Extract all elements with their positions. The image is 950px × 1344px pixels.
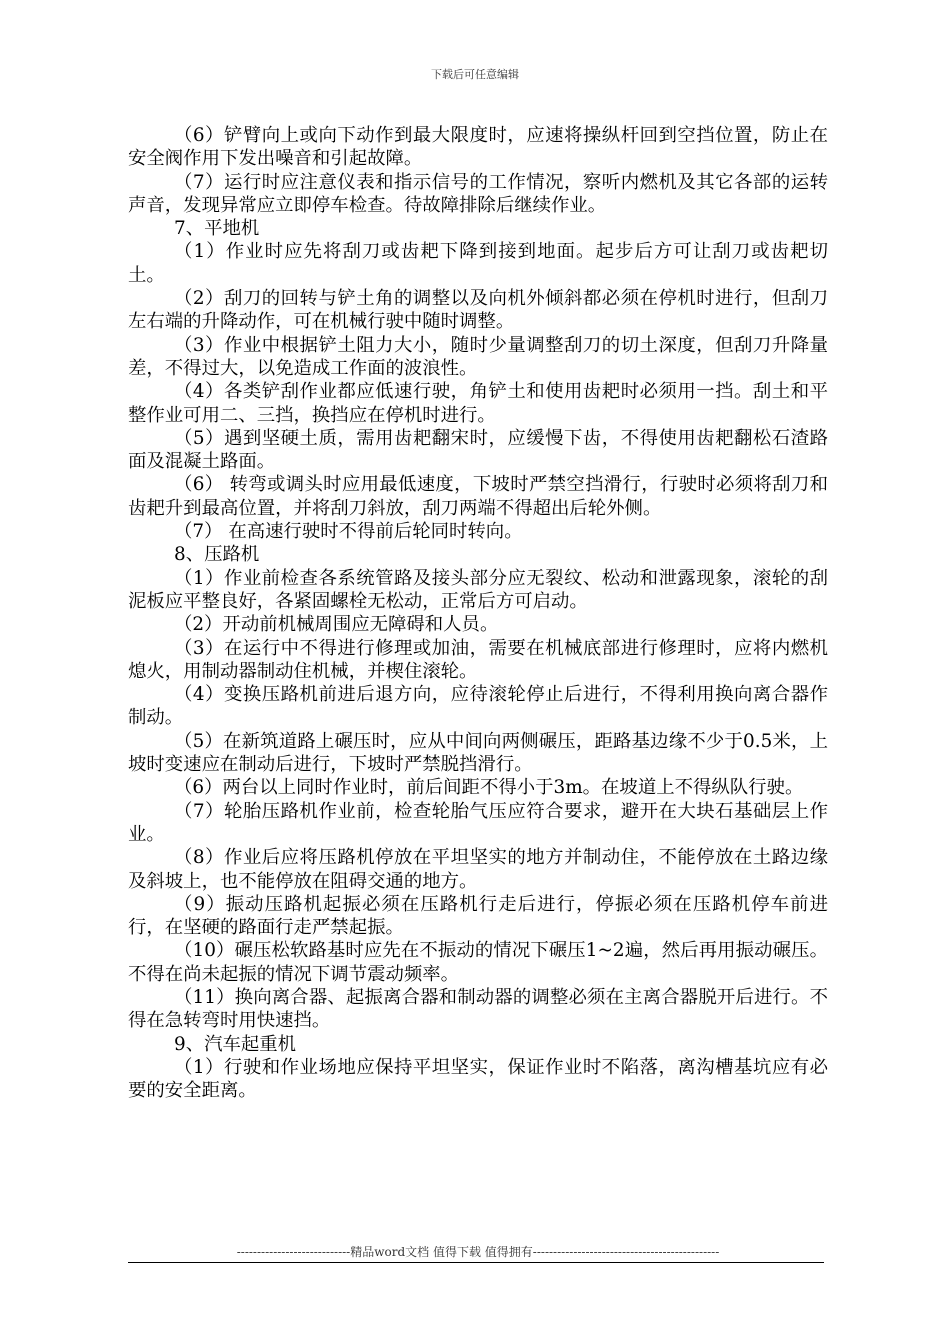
paragraph: （5）在新筑道路上碾压时，应从中间向两侧碾压，距路基边缘不少于0.5米，上坡时变速应在制动后进行，下坡时严禁脱挡滑行。 (128, 730, 828, 776)
paragraph: （6）铲臂向上或向下动作到最大限度时，应速将操纵杆回到空挡位置，防止在安全阀作用下发出噪音和引起故障。 (128, 125, 828, 170)
section-heading: 8、压路机 (174, 544, 260, 566)
paragraph: （1）作业前检查各系统管路及接头部分应无裂纹、松动和泄露现象，滚轮的刮泥板应平整良好，各紧固螺栓无松动，正常后方可启动。 (128, 567, 828, 612)
paragraph: （1）作业时应先将刮刀或齿耙下降到接到地面。起步后方可让刮刀或齿耙切土。 (128, 241, 828, 286)
paragraph: （11）换向离合器、起振离合器和制动器的调整必须在主离合器脱开后进行。不得在急转弯时用快速挡。 (128, 986, 828, 1032)
paragraph: （6） 转弯或调头时应用最低速度，下坡时严禁空挡滑行，行驶时必须将刮刀和齿耙升到最高位置，并将刮刀斜放，刮刀两端不得超出后轮外侧。 (128, 474, 828, 519)
paragraph: （2）刮刀的回转与铲土角的调整以及向机外倾斜都必须在停机时进行，但刮刀左右端的升降动作，可在机械行驶中随时调整。 (128, 288, 828, 333)
section-heading: 7、平地机 (174, 218, 260, 240)
paragraph: （7） 在高速行驶时不得前后轮同时转向。 (174, 521, 523, 543)
paragraph: （4）各类铲刮作业都应低速行驶，角铲土和使用齿耙时必须用一挡。刮土和平整作业可用二、三挡，换挡应在停机时进行。 (128, 381, 828, 426)
paragraph: （7）运行时应注意仪表和指示信号的工作情况，察听内燃机及其它各部的运转声音，发现异常应立即停车检查。待故障排除后继续作业。 (128, 171, 828, 216)
paragraph: （5）遇到坚硬土质，需用齿耙翻宋时，应缓慢下齿，不得使用齿耙翻松石渣路面及混凝土路面。 (128, 427, 828, 473)
paragraph: （3）在运行中不得进行修理或加油，需要在机械底部进行修理时，应将内燃机熄火，用制动器制动住机械，并楔住滚轮。 (128, 637, 828, 682)
paragraph: （1）行驶和作业场地应保持平坦坚实，保证作业时不陷落，离沟槽基坑应有必要的安全距离。 (128, 1056, 828, 1102)
paragraph: （8）作业后应将压路机停放在平坦坚实的地方并制动住，不能停放在土路边缘及斜坡上，也不能停放在阻碍交通的地方。 (128, 847, 828, 892)
page-header: 下载后可任意编辑 (431, 68, 519, 81)
document-body (128, 124, 828, 1102)
paragraph: （7）轮胎压路机作业前，检查轮胎气压应符合要求，避开在大块石基础层上作业。 (128, 800, 828, 845)
section-heading: 9、汽车起重机 (174, 1033, 297, 1055)
paragraph: （10）碾压松软路基时应先在不振动的情况下碾压1~2遍，然后再用振动碾压。不得在尚未起振的情况下调节震动频率。 (128, 940, 828, 985)
paragraph: （6）两台以上同时作业时，前后间距不得小于3m。在坡道上不得纵队行驶。 (174, 777, 804, 799)
paragraph: （9）振动压路机起振必须在压路机行走后进行，停振必须在压路机停车前进行，在坚硬的路面行走严禁起振。 (128, 893, 828, 939)
paragraph: （4）变换压路机前进后退方向，应待滚轮停止后进行，不得利用换向离合器作制动。 (128, 684, 828, 729)
paragraph: （3）作业中根据铲土阻力大小，随时少量调整刮刀的切土深度，但刮刀升降量差，不得过大，以免造成工作面的波浪性。 (128, 334, 828, 379)
page-footer: ----------------------------精品word文档 值得下载 值得拥有---------------------------------------------- (236, 1245, 720, 1259)
footer-divider (128, 1262, 824, 1263)
paragraph: （2）开动前机械周围应无障碍和人员。 (174, 614, 499, 636)
